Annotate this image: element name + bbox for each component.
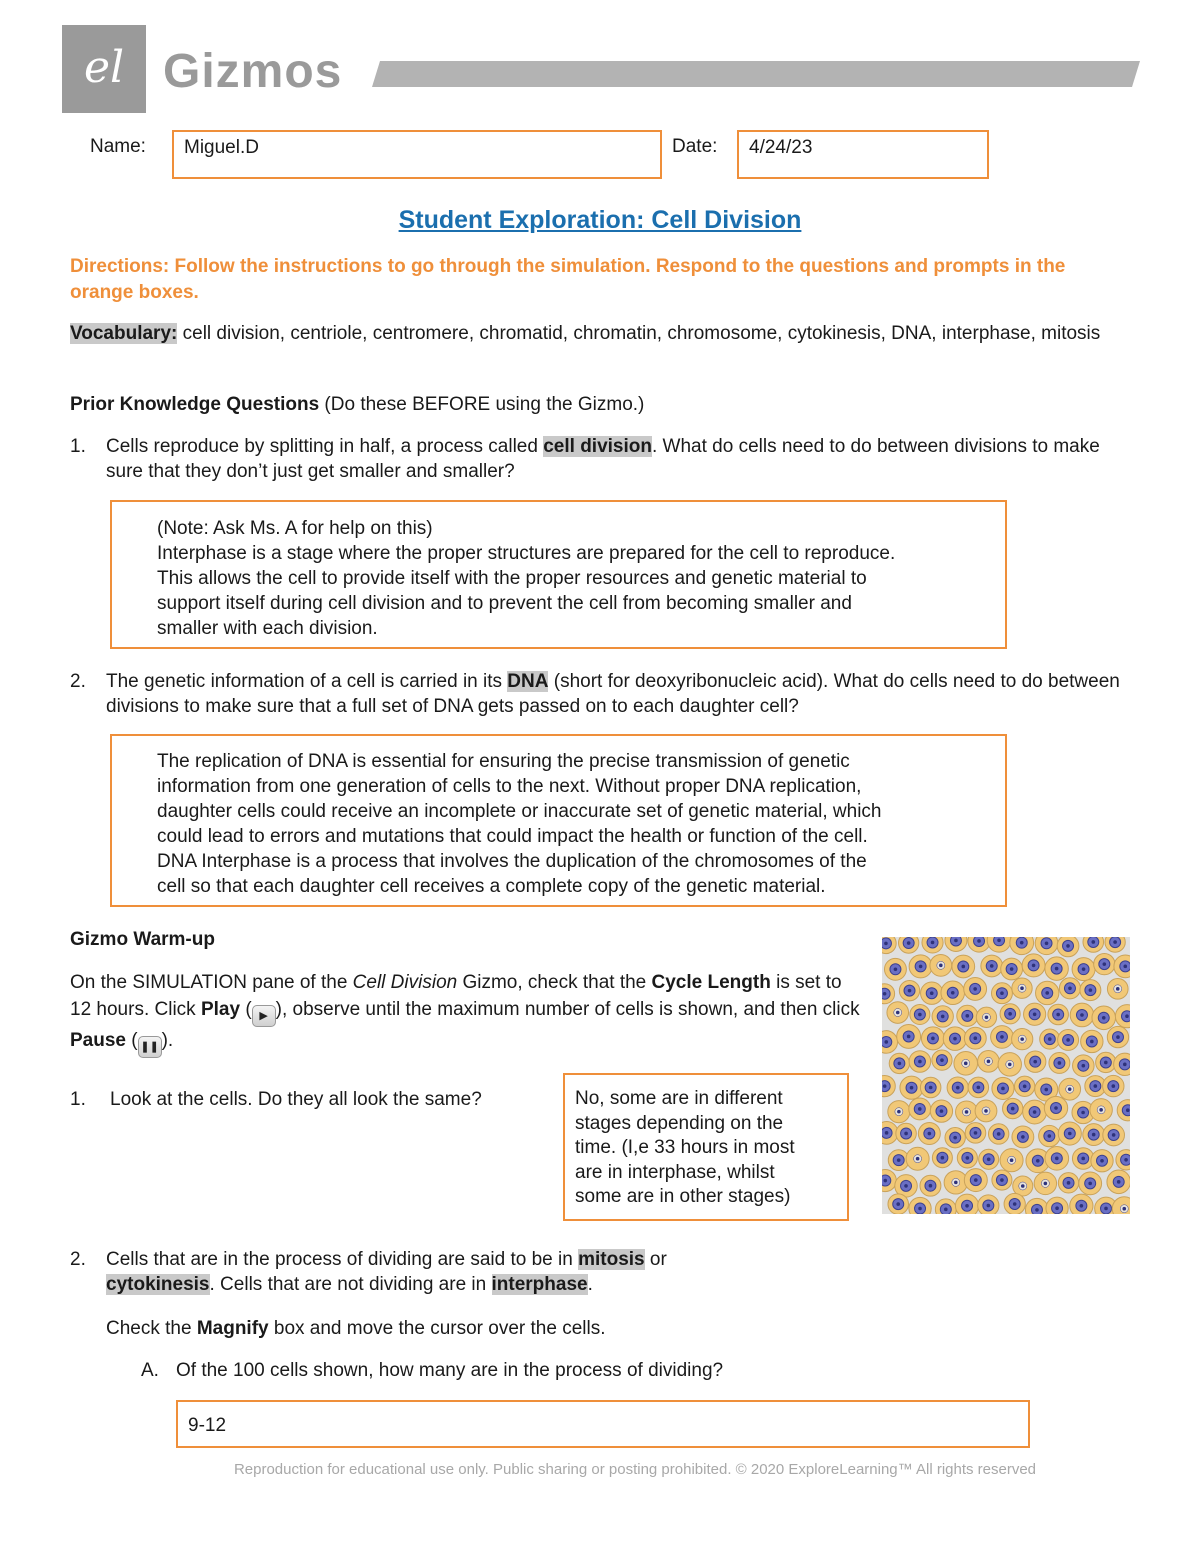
cell bbox=[1091, 1150, 1113, 1172]
warmup-heading: Gizmo Warm-up bbox=[70, 929, 215, 950]
prior-heading-text: Prior Knowledge Questions bbox=[70, 394, 320, 415]
cell bbox=[979, 1149, 999, 1169]
cell bbox=[1000, 1004, 1020, 1024]
cell bbox=[909, 955, 932, 978]
cell bbox=[945, 937, 967, 951]
answer-line: 9-12 bbox=[188, 1415, 227, 1436]
term-pause: Pause bbox=[70, 1030, 126, 1051]
cell bbox=[897, 1025, 921, 1049]
cell bbox=[1001, 958, 1023, 980]
cell bbox=[954, 1052, 978, 1076]
cell bbox=[1048, 1004, 1068, 1024]
question-number: 2. bbox=[70, 671, 86, 692]
answer-line: The replication of DNA is essential for ensuring the precise transmission of genetic bbox=[157, 751, 850, 772]
q2-text: or bbox=[644, 1249, 667, 1270]
warmup-text: ). bbox=[161, 1030, 174, 1051]
cell bbox=[1012, 1029, 1033, 1050]
cell bbox=[922, 937, 943, 953]
question-number: 1. bbox=[70, 436, 86, 457]
answer-box-1[interactable] bbox=[110, 500, 1007, 649]
cell bbox=[1049, 1052, 1070, 1073]
term-cell-division: cell division bbox=[543, 436, 652, 457]
question-a-text: Of the 100 cells shown, how many are in the process of dividing? bbox=[176, 1360, 724, 1381]
cell bbox=[899, 980, 919, 1000]
cell bbox=[1040, 1029, 1060, 1049]
warmup-question-2 bbox=[106, 1247, 806, 1297]
cell bbox=[1096, 1052, 1116, 1072]
cell bbox=[1073, 1055, 1095, 1077]
cell bbox=[1034, 1172, 1056, 1194]
cell bbox=[956, 1101, 978, 1123]
vocabulary-label: Vocabulary: bbox=[70, 323, 178, 344]
cell bbox=[1039, 1125, 1060, 1146]
term-interphase: interphase bbox=[491, 1274, 588, 1295]
cell bbox=[1117, 1100, 1130, 1121]
cell bbox=[1079, 1172, 1102, 1195]
question-2-text bbox=[106, 669, 1126, 719]
term-magnify: Magnify bbox=[196, 1318, 269, 1339]
cell bbox=[930, 1100, 952, 1122]
cell bbox=[1014, 1076, 1034, 1096]
cell bbox=[1045, 1147, 1069, 1171]
warmup-text: is set to 12 hours. Click bbox=[70, 972, 842, 1020]
warmup-text: ( bbox=[125, 1030, 138, 1051]
cell bbox=[1080, 980, 1101, 1001]
prior-knowledge-heading bbox=[70, 392, 1130, 417]
answer-box-2[interactable] bbox=[110, 734, 1007, 907]
q1-text-a: Cells reproduce by splitting in half, a process called bbox=[106, 436, 544, 457]
cell bbox=[964, 1169, 987, 1192]
cell bbox=[1025, 1051, 1046, 1072]
magnify-instruction bbox=[106, 1316, 1006, 1341]
q2-text: . Cells that are not dividing are in bbox=[209, 1274, 492, 1295]
vocabulary bbox=[70, 321, 1130, 346]
cell bbox=[1090, 1099, 1112, 1121]
term-cytokinesis: cytokinesis bbox=[106, 1274, 210, 1295]
cell bbox=[968, 1077, 988, 1097]
cell bbox=[978, 1051, 1000, 1073]
answer-line: some are in other stages) bbox=[575, 1186, 791, 1207]
warmup-text: ( bbox=[240, 999, 252, 1020]
cell bbox=[1023, 1100, 1047, 1124]
cell bbox=[976, 1007, 996, 1027]
cell bbox=[991, 1026, 1014, 1049]
cell bbox=[1092, 1006, 1116, 1030]
cell bbox=[1046, 1197, 1068, 1214]
cell bbox=[1012, 1126, 1034, 1148]
warmup-text: On the SIMULATION pane of the bbox=[70, 972, 353, 993]
cell bbox=[888, 1101, 910, 1123]
warmup-question-1: Look at the cells. Do they all look the same? bbox=[110, 1089, 482, 1110]
vocabulary-list: cell division, centriole, centromere, chromatid, chromatin, chromosome, cytokinesis, DNA, interphase, mitosis bbox=[177, 323, 1101, 344]
cell bbox=[882, 937, 896, 954]
q1-text-b: . What do cells need to do between divisions to make sure that they don’t just get smaller and smaller? bbox=[106, 436, 1100, 482]
cell bbox=[1058, 1122, 1081, 1145]
cell bbox=[1114, 955, 1130, 978]
cell bbox=[1070, 1194, 1093, 1214]
cell bbox=[1036, 981, 1059, 1004]
answer-line: time. (I,e 33 hours in most bbox=[575, 1137, 795, 1158]
directions: Directions: Follow the instructions to go through the simulation. Respond to the questions and prompts in the orange boxes. bbox=[70, 256, 1066, 303]
question-letter: A. bbox=[141, 1360, 159, 1381]
cell bbox=[1103, 1075, 1124, 1096]
cell bbox=[1094, 953, 1115, 974]
cell bbox=[992, 983, 1013, 1004]
answer-line: support itself during cell division and to prevent the cell from becoming smaller and bbox=[157, 593, 852, 614]
term-mitosis: mitosis bbox=[578, 1249, 645, 1270]
cell bbox=[918, 1123, 940, 1145]
cell bbox=[1004, 1193, 1025, 1214]
cell bbox=[988, 1124, 1008, 1144]
cell bbox=[909, 1197, 931, 1214]
pause-icon: ❚❚ bbox=[138, 1036, 162, 1058]
answer-box-4[interactable] bbox=[176, 1400, 1030, 1448]
cell bbox=[1012, 978, 1032, 998]
cells-illustration bbox=[882, 937, 1130, 1214]
answer-line: DNA Interphase is a process that involves the duplication of the chromosomes of the bbox=[157, 851, 867, 872]
cell bbox=[1058, 1173, 1078, 1193]
header-bar bbox=[372, 61, 1140, 87]
cell bbox=[1022, 954, 1045, 977]
cell bbox=[955, 1194, 978, 1214]
cell bbox=[992, 1077, 1014, 1099]
answer-line: are in interphase, whilst bbox=[575, 1161, 775, 1183]
cell bbox=[935, 1199, 956, 1214]
question-number: 2. bbox=[70, 1249, 86, 1270]
name-label: Name: bbox=[90, 136, 146, 157]
cell bbox=[943, 1027, 967, 1051]
cell bbox=[1081, 1030, 1103, 1052]
cell bbox=[921, 982, 943, 1004]
cell bbox=[921, 1027, 944, 1050]
cell bbox=[987, 937, 1011, 952]
play-icon: ▶ bbox=[252, 1005, 276, 1027]
magnify-text: box and move the cursor over the cells. bbox=[268, 1318, 606, 1339]
question-number: 1. bbox=[70, 1089, 86, 1110]
cell bbox=[1107, 1170, 1130, 1194]
prior-heading-note: (Do these BEFORE using the Gizmo.) bbox=[319, 394, 645, 415]
cell bbox=[964, 1027, 986, 1049]
cell bbox=[1083, 1124, 1105, 1146]
cell bbox=[932, 1148, 952, 1168]
cell bbox=[1107, 1026, 1128, 1047]
cell bbox=[1115, 1005, 1130, 1028]
warmup-text: ), observe until the maximum number of cells is shown, and then click bbox=[275, 999, 860, 1020]
answer-line: information from one generation of cells to the next. Without proper DNA replication, bbox=[157, 776, 862, 797]
date-label: Date: bbox=[672, 136, 718, 157]
brand-name: Gizmos bbox=[163, 45, 343, 98]
cells-simulation-image bbox=[882, 937, 1130, 1214]
cell bbox=[1057, 937, 1079, 957]
cell bbox=[884, 958, 906, 980]
term-dna: DNA bbox=[507, 671, 549, 692]
cell bbox=[1105, 937, 1125, 952]
answer-line: This allows the cell to provide itself with the proper resources and genetic material to bbox=[157, 568, 867, 589]
cell bbox=[932, 1050, 952, 1070]
answer-line: daughter cells could receive an incomplete or inaccurate set of genetic material, which bbox=[157, 801, 882, 822]
answer-line: cell so that each daughter cell receives a complete copy of the genetic material. bbox=[157, 876, 826, 897]
cell bbox=[906, 1147, 929, 1170]
answer-line: smaller with each division. bbox=[157, 618, 378, 639]
cell bbox=[932, 1006, 953, 1027]
cell bbox=[964, 978, 987, 1001]
cell bbox=[1083, 937, 1104, 952]
cell bbox=[992, 1170, 1012, 1190]
cell bbox=[909, 1051, 931, 1073]
cell bbox=[887, 1002, 909, 1024]
cell bbox=[1000, 1149, 1023, 1172]
cell bbox=[1059, 1078, 1081, 1100]
cell bbox=[1003, 1098, 1023, 1118]
cell bbox=[952, 955, 975, 978]
magnify-text: Check the bbox=[106, 1318, 197, 1339]
cell bbox=[930, 954, 952, 976]
cell bbox=[1059, 978, 1080, 999]
gizmo-name: Cell Division bbox=[352, 972, 458, 993]
cell bbox=[896, 1123, 916, 1143]
answer-box-3[interactable] bbox=[563, 1073, 849, 1221]
cell bbox=[888, 1194, 909, 1214]
cell bbox=[882, 1075, 895, 1096]
cell bbox=[1116, 1150, 1130, 1170]
cell bbox=[975, 1100, 997, 1122]
page-title: Student Exploration: Cell Division bbox=[398, 206, 802, 234]
cell bbox=[899, 937, 919, 953]
cell bbox=[1107, 978, 1128, 999]
logo-glyph: el bbox=[83, 42, 125, 93]
cell bbox=[1103, 1124, 1125, 1146]
name-field[interactable] bbox=[172, 130, 662, 179]
warmup-text: Gizmo, check that the bbox=[457, 972, 652, 993]
q2-text-a: The genetic information of a cell is carried in its bbox=[106, 671, 508, 692]
cell bbox=[882, 984, 895, 1004]
cell bbox=[1045, 957, 1068, 980]
answer-line: (Note: Ask Ms. A for help on this) bbox=[157, 518, 433, 539]
cell bbox=[1070, 1003, 1094, 1027]
answer-line: Interphase is a stage where the proper structures are prepared for the cell to reproduce. bbox=[157, 543, 896, 564]
cell bbox=[909, 1098, 931, 1120]
cell bbox=[920, 1077, 941, 1098]
cell bbox=[1072, 958, 1095, 981]
name-value: Miguel.D bbox=[184, 137, 259, 158]
cell bbox=[1025, 1198, 1048, 1214]
cell bbox=[882, 1170, 896, 1192]
date-field[interactable] bbox=[737, 130, 989, 179]
date-value: 4/24/23 bbox=[749, 137, 813, 158]
answer-line: No, some are in different bbox=[575, 1088, 783, 1109]
cell bbox=[910, 1004, 930, 1024]
cell bbox=[947, 1077, 968, 1098]
cell bbox=[1058, 1029, 1079, 1050]
cell bbox=[1024, 1003, 1046, 1025]
cell bbox=[981, 955, 1003, 977]
warmup-instructions bbox=[70, 969, 860, 1058]
cell bbox=[965, 1123, 986, 1144]
q2-text: . bbox=[587, 1274, 593, 1295]
cell bbox=[1010, 937, 1034, 955]
cell bbox=[945, 1127, 965, 1147]
cell bbox=[978, 1195, 999, 1214]
cell bbox=[944, 1171, 967, 1194]
cell bbox=[957, 1148, 977, 1168]
cell bbox=[889, 1053, 909, 1073]
q2-text-b: (short for deoxyribonucleic acid). What do cells need to do between divisions to make sure that a full set of DNA gets passed on to each daughter cell? bbox=[106, 671, 1120, 717]
cell bbox=[1035, 937, 1058, 955]
term-cycle-length: Cycle Length bbox=[651, 972, 771, 993]
footer-copyright: Reproduction for educational use only. Public sharing or posting prohibited. © 2020 ExploreLearning™ All rights reserved bbox=[233, 1461, 1037, 1478]
cell bbox=[920, 1175, 941, 1196]
question-1-text bbox=[106, 434, 1106, 484]
cell bbox=[998, 1053, 1021, 1076]
answer-line: stages depending on the bbox=[575, 1112, 784, 1134]
cell bbox=[900, 1076, 923, 1099]
cell bbox=[1044, 1096, 1067, 1119]
cell bbox=[941, 981, 965, 1005]
cell bbox=[882, 1031, 898, 1054]
cell bbox=[1112, 1197, 1130, 1214]
cell bbox=[957, 1005, 978, 1026]
cell bbox=[1114, 1053, 1130, 1075]
term-play: Play bbox=[200, 999, 241, 1020]
q2-text: Cells that are in the process of dividing are said to be in bbox=[106, 1249, 579, 1270]
answer-line: could lead to errors and mutations that could impact the health or function of the cell. bbox=[157, 826, 868, 847]
